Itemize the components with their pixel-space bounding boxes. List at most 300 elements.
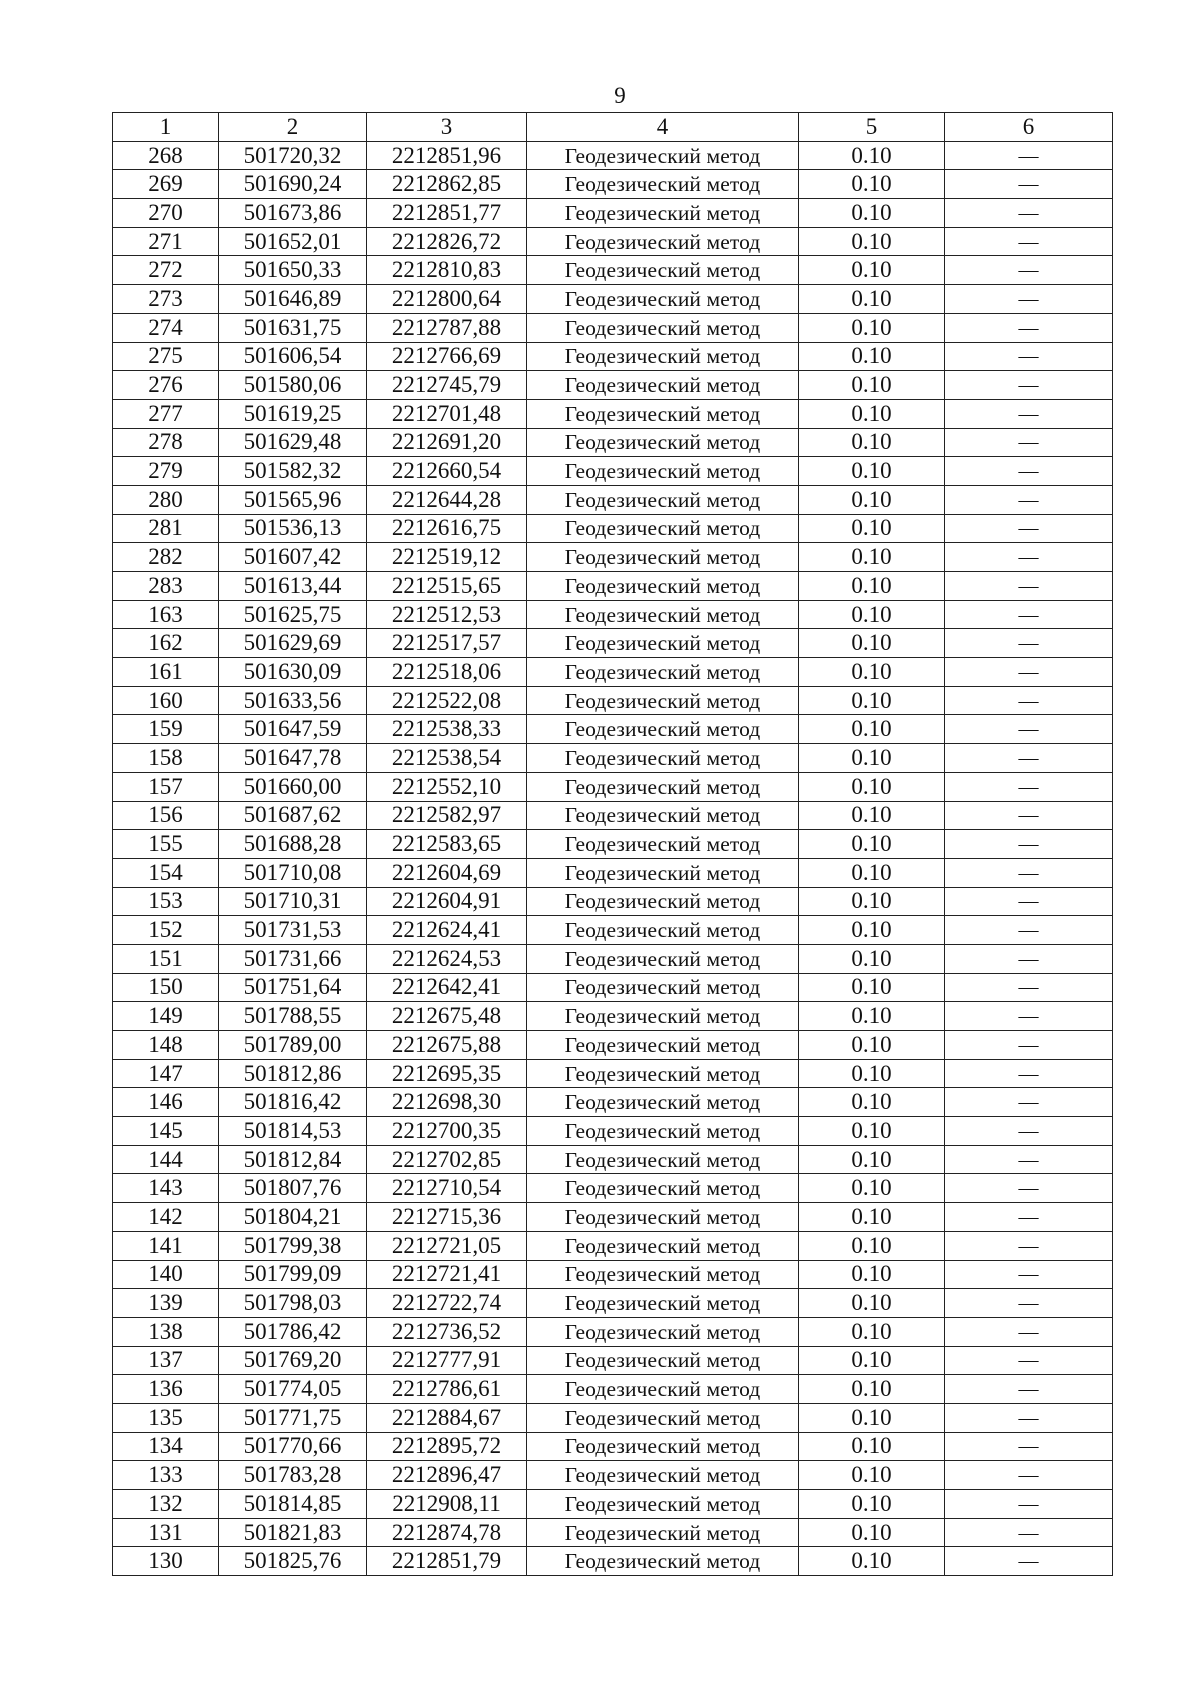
y-coordinate-cell: 2212826,72 bbox=[367, 227, 527, 256]
point-number-cell: 274 bbox=[113, 313, 219, 342]
table-row bbox=[113, 744, 1113, 773]
method-cell: Геодезический метод bbox=[527, 1346, 799, 1375]
table-row bbox=[113, 1174, 1113, 1203]
note-cell: — bbox=[945, 1231, 1113, 1260]
table-row bbox=[113, 1346, 1113, 1375]
accuracy-cell: 0.10 bbox=[799, 514, 945, 543]
accuracy-cell: 0.10 bbox=[799, 572, 945, 601]
header-cell-col6: 6 bbox=[945, 113, 1113, 142]
accuracy-cell: 0.10 bbox=[799, 686, 945, 715]
point-number-cell: 154 bbox=[113, 858, 219, 887]
note-cell: — bbox=[945, 686, 1113, 715]
y-coordinate-cell: 2212624,53 bbox=[367, 944, 527, 973]
note-cell: — bbox=[945, 485, 1113, 514]
method-cell: Геодезический метод bbox=[527, 199, 799, 228]
y-coordinate-cell: 2212515,65 bbox=[367, 572, 527, 601]
x-coordinate-cell: 501807,76 bbox=[219, 1174, 367, 1203]
y-coordinate-cell: 2212896,47 bbox=[367, 1461, 527, 1490]
accuracy-cell: 0.10 bbox=[799, 715, 945, 744]
method-cell: Геодезический метод bbox=[527, 1059, 799, 1088]
header-cell-col3: 3 bbox=[367, 113, 527, 142]
method-cell: Геодезический метод bbox=[527, 916, 799, 945]
y-coordinate-cell: 2212908,11 bbox=[367, 1490, 527, 1519]
accuracy-cell: 0.10 bbox=[799, 1031, 945, 1060]
accuracy-cell: 0.10 bbox=[799, 744, 945, 773]
point-number-cell: 149 bbox=[113, 1002, 219, 1031]
note-cell: — bbox=[945, 1145, 1113, 1174]
method-cell: Геодезический метод bbox=[527, 342, 799, 371]
method-cell: Геодезический метод bbox=[527, 285, 799, 314]
point-number-cell: 133 bbox=[113, 1461, 219, 1490]
note-cell: — bbox=[945, 973, 1113, 1002]
table-row bbox=[113, 858, 1113, 887]
y-coordinate-cell: 2212786,61 bbox=[367, 1375, 527, 1404]
method-cell: Геодезический метод bbox=[527, 457, 799, 486]
x-coordinate-cell: 501633,56 bbox=[219, 686, 367, 715]
y-coordinate-cell: 2212695,35 bbox=[367, 1059, 527, 1088]
note-cell: — bbox=[945, 342, 1113, 371]
accuracy-cell: 0.10 bbox=[799, 342, 945, 371]
point-number-cell: 163 bbox=[113, 600, 219, 629]
y-coordinate-cell: 2212675,88 bbox=[367, 1031, 527, 1060]
y-coordinate-cell: 2212644,28 bbox=[367, 485, 527, 514]
method-cell: Геодезический метод bbox=[527, 399, 799, 428]
table-row bbox=[113, 543, 1113, 572]
note-cell: — bbox=[945, 944, 1113, 973]
table-row bbox=[113, 256, 1113, 285]
table-row bbox=[113, 686, 1113, 715]
accuracy-cell: 0.10 bbox=[799, 428, 945, 457]
note-cell: — bbox=[945, 313, 1113, 342]
point-number-cell: 152 bbox=[113, 916, 219, 945]
x-coordinate-cell: 501814,85 bbox=[219, 1490, 367, 1519]
note-cell: — bbox=[945, 256, 1113, 285]
y-coordinate-cell: 2212519,12 bbox=[367, 543, 527, 572]
note-cell: — bbox=[945, 1059, 1113, 1088]
accuracy-cell: 0.10 bbox=[799, 1461, 945, 1490]
point-number-cell: 147 bbox=[113, 1059, 219, 1088]
point-number-cell: 134 bbox=[113, 1432, 219, 1461]
table-row bbox=[113, 1375, 1113, 1404]
method-cell: Геодезический метод bbox=[527, 1289, 799, 1318]
table-row bbox=[113, 1461, 1113, 1490]
accuracy-cell: 0.10 bbox=[799, 1117, 945, 1146]
x-coordinate-cell: 501799,38 bbox=[219, 1231, 367, 1260]
x-coordinate-cell: 501770,66 bbox=[219, 1432, 367, 1461]
note-cell: — bbox=[945, 1317, 1113, 1346]
point-number-cell: 283 bbox=[113, 572, 219, 601]
table-body bbox=[113, 113, 1113, 1576]
table-row bbox=[113, 916, 1113, 945]
method-cell: Геодезический метод bbox=[527, 1490, 799, 1519]
x-coordinate-cell: 501582,32 bbox=[219, 457, 367, 486]
method-cell: Геодезический метод bbox=[527, 686, 799, 715]
point-number-cell: 145 bbox=[113, 1117, 219, 1146]
note-cell: — bbox=[945, 1117, 1113, 1146]
y-coordinate-cell: 2212538,54 bbox=[367, 744, 527, 773]
method-cell: Геодезический метод bbox=[527, 256, 799, 285]
x-coordinate-cell: 501619,25 bbox=[219, 399, 367, 428]
point-number-cell: 272 bbox=[113, 256, 219, 285]
point-number-cell: 278 bbox=[113, 428, 219, 457]
point-number-cell: 137 bbox=[113, 1346, 219, 1375]
x-coordinate-cell: 501688,28 bbox=[219, 830, 367, 859]
table-row bbox=[113, 285, 1113, 314]
y-coordinate-cell: 2212851,79 bbox=[367, 1547, 527, 1576]
method-cell: Геодезический метод bbox=[527, 600, 799, 629]
point-number-cell: 132 bbox=[113, 1490, 219, 1519]
x-coordinate-cell: 501731,66 bbox=[219, 944, 367, 973]
method-cell: Геодезический метод bbox=[527, 1317, 799, 1346]
accuracy-cell: 0.10 bbox=[799, 371, 945, 400]
y-coordinate-cell: 2212862,85 bbox=[367, 170, 527, 199]
note-cell: — bbox=[945, 227, 1113, 256]
header-cell-col5: 5 bbox=[799, 113, 945, 142]
table-row bbox=[113, 1518, 1113, 1547]
table-row bbox=[113, 658, 1113, 687]
y-coordinate-cell: 2212517,57 bbox=[367, 629, 527, 658]
accuracy-cell: 0.10 bbox=[799, 199, 945, 228]
method-cell: Геодезический метод bbox=[527, 170, 799, 199]
x-coordinate-cell: 501629,48 bbox=[219, 428, 367, 457]
table-row bbox=[113, 944, 1113, 973]
point-number-cell: 155 bbox=[113, 830, 219, 859]
y-coordinate-cell: 2212642,41 bbox=[367, 973, 527, 1002]
x-coordinate-cell: 501660,00 bbox=[219, 772, 367, 801]
point-number-cell: 156 bbox=[113, 801, 219, 830]
x-coordinate-cell: 501607,42 bbox=[219, 543, 367, 572]
x-coordinate-cell: 501613,44 bbox=[219, 572, 367, 601]
method-cell: Геодезический метод bbox=[527, 1432, 799, 1461]
table-row bbox=[113, 1088, 1113, 1117]
x-coordinate-cell: 501631,75 bbox=[219, 313, 367, 342]
note-cell: — bbox=[945, 514, 1113, 543]
method-cell: Геодезический метод bbox=[527, 715, 799, 744]
accuracy-cell: 0.10 bbox=[799, 1346, 945, 1375]
table-row bbox=[113, 1059, 1113, 1088]
table-row bbox=[113, 199, 1113, 228]
accuracy-cell: 0.10 bbox=[799, 1518, 945, 1547]
point-number-cell: 136 bbox=[113, 1375, 219, 1404]
y-coordinate-cell: 2212787,88 bbox=[367, 313, 527, 342]
table-row bbox=[113, 1490, 1113, 1519]
method-cell: Геодезический метод bbox=[527, 514, 799, 543]
point-number-cell: 146 bbox=[113, 1088, 219, 1117]
point-number-cell: 271 bbox=[113, 227, 219, 256]
point-number-cell: 144 bbox=[113, 1145, 219, 1174]
note-cell: — bbox=[945, 1174, 1113, 1203]
table-row bbox=[113, 170, 1113, 199]
table-header-row bbox=[113, 113, 1113, 142]
accuracy-cell: 0.10 bbox=[799, 1260, 945, 1289]
point-number-cell: 268 bbox=[113, 141, 219, 170]
x-coordinate-cell: 501769,20 bbox=[219, 1346, 367, 1375]
point-number-cell: 275 bbox=[113, 342, 219, 371]
x-coordinate-cell: 501647,78 bbox=[219, 744, 367, 773]
point-number-cell: 280 bbox=[113, 485, 219, 514]
table-row bbox=[113, 1002, 1113, 1031]
point-number-cell: 150 bbox=[113, 973, 219, 1002]
method-cell: Геодезический метод bbox=[527, 141, 799, 170]
y-coordinate-cell: 2212895,72 bbox=[367, 1432, 527, 1461]
y-coordinate-cell: 2212851,96 bbox=[367, 141, 527, 170]
y-coordinate-cell: 2212512,53 bbox=[367, 600, 527, 629]
note-cell: — bbox=[945, 916, 1113, 945]
table-row bbox=[113, 772, 1113, 801]
point-number-cell: 143 bbox=[113, 1174, 219, 1203]
method-cell: Геодезический метод bbox=[527, 1117, 799, 1146]
point-number-cell: 276 bbox=[113, 371, 219, 400]
note-cell: — bbox=[945, 572, 1113, 601]
table-row bbox=[113, 485, 1113, 514]
y-coordinate-cell: 2212721,05 bbox=[367, 1231, 527, 1260]
table-row bbox=[113, 1260, 1113, 1289]
accuracy-cell: 0.10 bbox=[799, 1088, 945, 1117]
accuracy-cell: 0.10 bbox=[799, 1547, 945, 1576]
header-cell-col2: 2 bbox=[219, 113, 367, 142]
y-coordinate-cell: 2212700,35 bbox=[367, 1117, 527, 1146]
point-number-cell: 141 bbox=[113, 1231, 219, 1260]
method-cell: Геодезический метод bbox=[527, 485, 799, 514]
method-cell: Геодезический метод bbox=[527, 744, 799, 773]
table-row bbox=[113, 1289, 1113, 1318]
accuracy-cell: 0.10 bbox=[799, 1145, 945, 1174]
method-cell: Геодезический метод bbox=[527, 1231, 799, 1260]
x-coordinate-cell: 501652,01 bbox=[219, 227, 367, 256]
method-cell: Геодезический метод bbox=[527, 543, 799, 572]
method-cell: Геодезический метод bbox=[527, 1375, 799, 1404]
point-number-cell: 135 bbox=[113, 1403, 219, 1432]
accuracy-cell: 0.10 bbox=[799, 543, 945, 572]
accuracy-cell: 0.10 bbox=[799, 399, 945, 428]
note-cell: — bbox=[945, 658, 1113, 687]
table-row bbox=[113, 428, 1113, 457]
accuracy-cell: 0.10 bbox=[799, 485, 945, 514]
point-number-cell: 142 bbox=[113, 1203, 219, 1232]
method-cell: Геодезический метод bbox=[527, 629, 799, 658]
x-coordinate-cell: 501799,09 bbox=[219, 1260, 367, 1289]
x-coordinate-cell: 501606,54 bbox=[219, 342, 367, 371]
x-coordinate-cell: 501804,21 bbox=[219, 1203, 367, 1232]
x-coordinate-cell: 501816,42 bbox=[219, 1088, 367, 1117]
table-row bbox=[113, 342, 1113, 371]
accuracy-cell: 0.10 bbox=[799, 887, 945, 916]
accuracy-cell: 0.10 bbox=[799, 313, 945, 342]
method-cell: Геодезический метод bbox=[527, 572, 799, 601]
table-row bbox=[113, 715, 1113, 744]
accuracy-cell: 0.10 bbox=[799, 170, 945, 199]
y-coordinate-cell: 2212810,83 bbox=[367, 256, 527, 285]
method-cell: Геодезический метод bbox=[527, 887, 799, 916]
x-coordinate-cell: 501825,76 bbox=[219, 1547, 367, 1576]
table-row bbox=[113, 371, 1113, 400]
point-number-cell: 159 bbox=[113, 715, 219, 744]
table-row bbox=[113, 1203, 1113, 1232]
point-number-cell: 151 bbox=[113, 944, 219, 973]
point-number-cell: 148 bbox=[113, 1031, 219, 1060]
x-coordinate-cell: 501673,86 bbox=[219, 199, 367, 228]
y-coordinate-cell: 2212715,36 bbox=[367, 1203, 527, 1232]
x-coordinate-cell: 501786,42 bbox=[219, 1317, 367, 1346]
x-coordinate-cell: 501565,96 bbox=[219, 485, 367, 514]
x-coordinate-cell: 501821,83 bbox=[219, 1518, 367, 1547]
accuracy-cell: 0.10 bbox=[799, 1203, 945, 1232]
y-coordinate-cell: 2212698,30 bbox=[367, 1088, 527, 1117]
x-coordinate-cell: 501814,53 bbox=[219, 1117, 367, 1146]
accuracy-cell: 0.10 bbox=[799, 858, 945, 887]
note-cell: — bbox=[945, 371, 1113, 400]
y-coordinate-cell: 2212745,79 bbox=[367, 371, 527, 400]
point-number-cell: 161 bbox=[113, 658, 219, 687]
coordinates-table bbox=[112, 112, 1113, 1576]
table-row bbox=[113, 801, 1113, 830]
method-cell: Геодезический метод bbox=[527, 1002, 799, 1031]
y-coordinate-cell: 2212800,64 bbox=[367, 285, 527, 314]
note-cell: — bbox=[945, 772, 1113, 801]
point-number-cell: 160 bbox=[113, 686, 219, 715]
table-row bbox=[113, 1145, 1113, 1174]
page-number: 9 bbox=[614, 83, 626, 108]
y-coordinate-cell: 2212582,97 bbox=[367, 801, 527, 830]
header-cell-col4: 4 bbox=[527, 113, 799, 142]
method-cell: Геодезический метод bbox=[527, 1461, 799, 1490]
y-coordinate-cell: 2212675,48 bbox=[367, 1002, 527, 1031]
y-coordinate-cell: 2212518,06 bbox=[367, 658, 527, 687]
point-number-cell: 139 bbox=[113, 1289, 219, 1318]
method-cell: Геодезический метод bbox=[527, 371, 799, 400]
accuracy-cell: 0.10 bbox=[799, 1059, 945, 1088]
table-row bbox=[113, 399, 1113, 428]
accuracy-cell: 0.10 bbox=[799, 830, 945, 859]
header-cell-col1: 1 bbox=[113, 113, 219, 142]
note-cell: — bbox=[945, 1289, 1113, 1318]
note-cell: — bbox=[945, 744, 1113, 773]
accuracy-cell: 0.10 bbox=[799, 1317, 945, 1346]
accuracy-cell: 0.10 bbox=[799, 141, 945, 170]
method-cell: Геодезический метод bbox=[527, 313, 799, 342]
accuracy-cell: 0.10 bbox=[799, 1403, 945, 1432]
y-coordinate-cell: 2212583,65 bbox=[367, 830, 527, 859]
point-number-cell: 138 bbox=[113, 1317, 219, 1346]
x-coordinate-cell: 501629,69 bbox=[219, 629, 367, 658]
point-number-cell: 282 bbox=[113, 543, 219, 572]
method-cell: Геодезический метод bbox=[527, 944, 799, 973]
method-cell: Геодезический метод bbox=[527, 1547, 799, 1576]
table-row bbox=[113, 1231, 1113, 1260]
y-coordinate-cell: 2212851,77 bbox=[367, 199, 527, 228]
accuracy-cell: 0.10 bbox=[799, 1432, 945, 1461]
y-coordinate-cell: 2212766,69 bbox=[367, 342, 527, 371]
method-cell: Геодезический метод bbox=[527, 858, 799, 887]
accuracy-cell: 0.10 bbox=[799, 457, 945, 486]
y-coordinate-cell: 2212604,69 bbox=[367, 858, 527, 887]
point-number-cell: 273 bbox=[113, 285, 219, 314]
x-coordinate-cell: 501812,84 bbox=[219, 1145, 367, 1174]
x-coordinate-cell: 501751,64 bbox=[219, 973, 367, 1002]
method-cell: Геодезический метод bbox=[527, 1031, 799, 1060]
y-coordinate-cell: 2212702,85 bbox=[367, 1145, 527, 1174]
x-coordinate-cell: 501720,32 bbox=[219, 141, 367, 170]
method-cell: Геодезический метод bbox=[527, 1403, 799, 1432]
method-cell: Геодезический метод bbox=[527, 227, 799, 256]
y-coordinate-cell: 2212522,08 bbox=[367, 686, 527, 715]
accuracy-cell: 0.10 bbox=[799, 227, 945, 256]
x-coordinate-cell: 501650,33 bbox=[219, 256, 367, 285]
note-cell: — bbox=[945, 715, 1113, 744]
method-cell: Геодезический метод bbox=[527, 973, 799, 1002]
y-coordinate-cell: 2212660,54 bbox=[367, 457, 527, 486]
point-number-cell: 158 bbox=[113, 744, 219, 773]
y-coordinate-cell: 2212538,33 bbox=[367, 715, 527, 744]
table-row bbox=[113, 514, 1113, 543]
note-cell: — bbox=[945, 285, 1113, 314]
point-number-cell: 140 bbox=[113, 1260, 219, 1289]
table-row bbox=[113, 457, 1113, 486]
y-coordinate-cell: 2212691,20 bbox=[367, 428, 527, 457]
note-cell: — bbox=[945, 1375, 1113, 1404]
x-coordinate-cell: 501798,03 bbox=[219, 1289, 367, 1318]
note-cell: — bbox=[945, 1346, 1113, 1375]
point-number-cell: 270 bbox=[113, 199, 219, 228]
note-cell: — bbox=[945, 858, 1113, 887]
accuracy-cell: 0.10 bbox=[799, 801, 945, 830]
note-cell: — bbox=[945, 1547, 1113, 1576]
method-cell: Геодезический метод bbox=[527, 772, 799, 801]
note-cell: — bbox=[945, 1203, 1113, 1232]
table-row bbox=[113, 629, 1113, 658]
y-coordinate-cell: 2212777,91 bbox=[367, 1346, 527, 1375]
x-coordinate-cell: 501771,75 bbox=[219, 1403, 367, 1432]
table-row bbox=[113, 600, 1113, 629]
method-cell: Геодезический метод bbox=[527, 1145, 799, 1174]
x-coordinate-cell: 501690,24 bbox=[219, 170, 367, 199]
note-cell: — bbox=[945, 543, 1113, 572]
note-cell: — bbox=[945, 1518, 1113, 1547]
x-coordinate-cell: 501788,55 bbox=[219, 1002, 367, 1031]
point-number-cell: 130 bbox=[113, 1547, 219, 1576]
x-coordinate-cell: 501783,28 bbox=[219, 1461, 367, 1490]
point-number-cell: 153 bbox=[113, 887, 219, 916]
y-coordinate-cell: 2212604,91 bbox=[367, 887, 527, 916]
accuracy-cell: 0.10 bbox=[799, 772, 945, 801]
y-coordinate-cell: 2212701,48 bbox=[367, 399, 527, 428]
table-row bbox=[113, 1117, 1113, 1146]
point-number-cell: 279 bbox=[113, 457, 219, 486]
method-cell: Геодезический метод bbox=[527, 830, 799, 859]
accuracy-cell: 0.10 bbox=[799, 285, 945, 314]
note-cell: — bbox=[945, 1031, 1113, 1060]
y-coordinate-cell: 2212624,41 bbox=[367, 916, 527, 945]
method-cell: Геодезический метод bbox=[527, 658, 799, 687]
note-cell: — bbox=[945, 1088, 1113, 1117]
note-cell: — bbox=[945, 801, 1113, 830]
note-cell: — bbox=[945, 887, 1113, 916]
note-cell: — bbox=[945, 1490, 1113, 1519]
point-number-cell: 277 bbox=[113, 399, 219, 428]
accuracy-cell: 0.10 bbox=[799, 658, 945, 687]
x-coordinate-cell: 501687,62 bbox=[219, 801, 367, 830]
y-coordinate-cell: 2212736,52 bbox=[367, 1317, 527, 1346]
method-cell: Геодезический метод bbox=[527, 1518, 799, 1547]
table-row bbox=[113, 973, 1113, 1002]
note-cell: — bbox=[945, 1432, 1113, 1461]
accuracy-cell: 0.10 bbox=[799, 1002, 945, 1031]
note-cell: — bbox=[945, 629, 1113, 658]
x-coordinate-cell: 501789,00 bbox=[219, 1031, 367, 1060]
accuracy-cell: 0.10 bbox=[799, 1289, 945, 1318]
table-row bbox=[113, 1547, 1113, 1576]
y-coordinate-cell: 2212874,78 bbox=[367, 1518, 527, 1547]
